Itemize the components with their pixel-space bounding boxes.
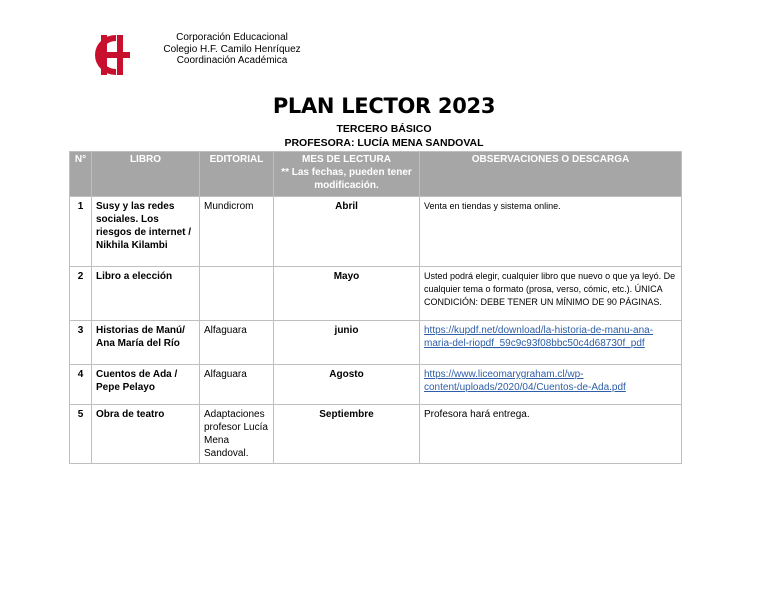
download-link-historias-de-manu[interactable]: https://kupdf.net/download/la-historia-de-manu-ana-maria-del-riopdf_59c9c93f08bbc50c4d68730f_pdf [424, 325, 654, 349]
table-header-row [70, 152, 682, 197]
teacher-subtitle: PROFESORA: LUCÍA MENA SANDOVAL [284, 137, 484, 149]
header-num: N° [70, 152, 92, 197]
download-link-cuentos-de-ada[interactable]: https://www.liceomarygraham.cl/wp-content/uploads/2020/04/Cuentos-de-Ada.pdf [424, 369, 626, 393]
row-publisher: Mundicrom [200, 197, 274, 267]
row-num: 2 [70, 267, 92, 321]
row-num: 5 [70, 405, 92, 464]
row-publisher [200, 267, 274, 321]
header-publisher: EDITORIAL [200, 152, 274, 197]
organization-block [150, 32, 314, 67]
header-book: LIBRO [92, 152, 200, 197]
org-line-1: Corporación Educacional [176, 32, 288, 43]
page-title: PLAN LECTOR 2023 [272, 94, 496, 118]
row-book: Historias de Manú/ Ana María del Río [92, 321, 200, 365]
table-row [70, 267, 682, 321]
table-row [70, 321, 682, 365]
row-obs-cell [420, 365, 682, 405]
row-obs-cell [420, 321, 682, 365]
row-book: Obra de teatro [92, 405, 200, 464]
row-obs: Usted podrá elegir, cualquier libro que nuevo o que ya leyó. De cualquier tema o formato (prosa, verso, cómic, etc.). ÚNICA CONDICIÓN: DEBE TENER UN MÍNIMO DE 90 PÁGINAS. [420, 267, 682, 321]
table-row [70, 405, 682, 464]
row-obs: Profesora hará entrega. [420, 405, 682, 464]
org-line-2: Colegio H.F. Camilo Henríquez [163, 43, 301, 55]
row-book: Cuentos de Ada / Pepe Pelayo [92, 365, 200, 405]
table-row [70, 197, 682, 267]
reading-plan-table [69, 151, 682, 464]
row-num: 1 [70, 197, 92, 267]
row-obs: Venta en tiendas y sistema online. [420, 197, 682, 267]
row-publisher: Alfaguara [200, 365, 274, 405]
row-month: junio [274, 321, 420, 365]
header-month [274, 152, 420, 197]
row-month: Septiembre [274, 405, 420, 464]
table-row [70, 365, 682, 405]
grade-subtitle: TERCERO BÁSICO [336, 123, 432, 135]
header-month-note: ** Las fechas, pueden tener modificación. [281, 167, 412, 191]
header-month-label: MES DE LECTURA [302, 154, 391, 165]
row-month: Mayo [274, 267, 420, 321]
row-num: 3 [70, 321, 92, 365]
school-logo-icon [82, 32, 134, 78]
row-num: 4 [70, 365, 92, 405]
row-month: Agosto [274, 365, 420, 405]
row-month: Abril [274, 197, 420, 267]
row-book: Susy y las redes sociales. Los riesgos de internet / Nikhila Kilambi [92, 197, 200, 267]
row-book: Libro a elección [92, 267, 200, 321]
header-obs: OBSERVACIONES O DESCARGA [420, 152, 682, 197]
row-publisher: Alfaguara [200, 321, 274, 365]
row-publisher: Adaptaciones profesor Lucía Mena Sandoval. [200, 405, 274, 464]
org-line-3: Coordinación Académica [176, 55, 288, 66]
